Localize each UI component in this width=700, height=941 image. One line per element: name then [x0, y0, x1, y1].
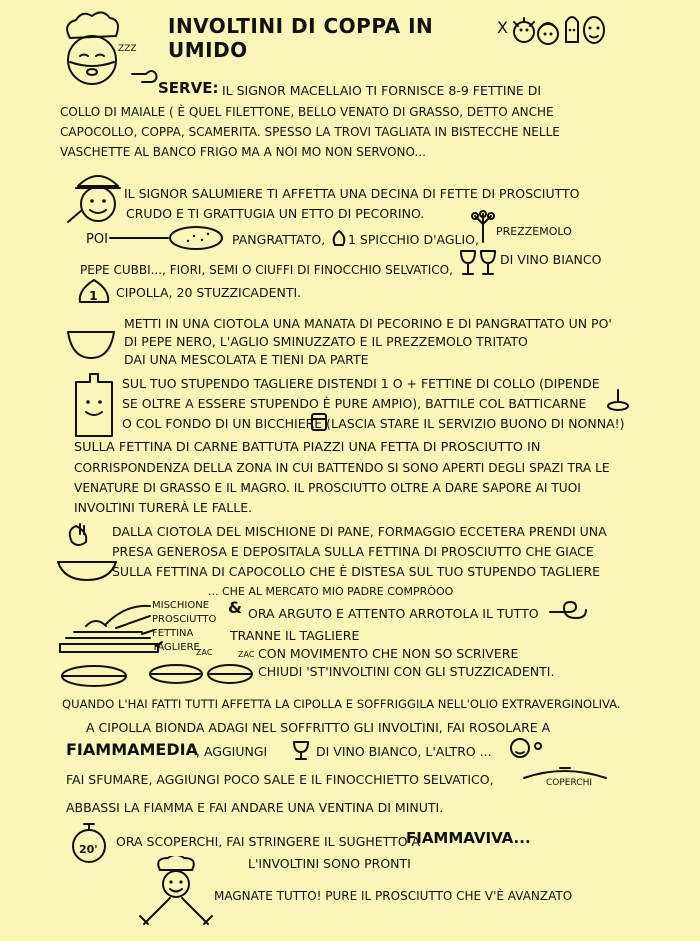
rolled-involtini-icon [58, 656, 258, 692]
diagram-label-mischione: MISCHIONE [152, 600, 210, 611]
spiral-roll-icon [548, 600, 588, 622]
salumiere-line-1: IL SIGNOR SALUMIERE TI AFFETTA UNA DECINA DI FETTE DI PROSCIUTTO [124, 186, 580, 201]
small-wine-glass-icon [290, 738, 312, 762]
pointing-hand-icon [130, 62, 160, 86]
serve-line-3: CAPOCOLLO, COPPA, SCAMERITA. SPESSO LA TROVI TAGLIATA IN BISTECCHE NELLE [60, 125, 560, 139]
coperchi-label: COPERCHI [546, 778, 592, 788]
arrotola-line-1: ORA ARGUTO E ATTENTO ARROTOLA IL TUTTO [248, 606, 539, 621]
fiamma-media: FIAMMAMEDIA [66, 740, 198, 759]
vino-altro-label: DI VINO BIANCO, L'ALTRO ... [316, 744, 492, 759]
sfumare-line: FAI SFUMARE, AGGIUNGI POCO SALE E IL FINOCCHIETTO SELVATICO, [66, 772, 494, 787]
grater-pan-icon [108, 222, 228, 252]
aglio-label: 1 SPICCHIO D'AGLIO, [348, 232, 479, 247]
diagram-label-prosciutto: PROSCIUTTO [152, 614, 217, 625]
arrotola-line-4: CHIUDI 'ST'INVOLTINI CON GLI STUZZICADENTI. [258, 664, 555, 679]
pangrattato-label: PANGRATTATO, [232, 232, 326, 247]
fiamma-viva: FIAMMAVIVA... [406, 829, 531, 847]
poi-label: POI [86, 232, 108, 247]
glass-icon [310, 412, 328, 432]
ciotola-line-2: DI PEPE NERO, L'AGLIO SMINUZZATO E IL PREZZEMOLO TRITATO [124, 334, 528, 349]
timer-num: 20' [79, 843, 98, 856]
arrotola-line-3: CON MOVIMENTO CHE NON SO SCRIVERE [258, 646, 519, 661]
magnate-line: MAGNATE TUTTO! PURE IL PROSCIUTTO CHE V'È AVANZATO [214, 889, 573, 903]
meat-mallet-icon [606, 388, 630, 412]
salumiere-chef-icon [64, 168, 130, 226]
mischione-line-4: ... CHE AL MERCATO MIO PADRE COMPRÒOO [208, 585, 454, 598]
tagliere-line-4: SULLA FETTINA DI CARNE BATTUTA PIAZZI UNA FETTA DI PROSCIUTTO IN [74, 440, 541, 455]
mischione-line-1: DALLA CIOTOLA DEL MISCHIONE DI PANE, FORMAGGIO ECCETERA PRENDI UNA [112, 524, 607, 539]
tagliere-line-7: INVOLTINI TURERÀ LE FALLE. [74, 500, 253, 515]
sleep-zzz: ZZZ [118, 44, 137, 54]
diagram-label-zac-1: ZAC [196, 648, 213, 657]
prezzemolo-label: PREZZEMOLO [496, 225, 572, 238]
tagliere-line-6: VENATURE DI GRASSO E IL MAGRO. IL PROSCIUTTO OLTRE A DARE SAPORE AI TUOI [74, 481, 581, 495]
scoperchi-line: ORA SCOPERCHI, FAI STRINGERE IL SUGHETTO A [116, 834, 421, 849]
tagliere-line-3: O COL FONDO DI UN BICCHIERE (LASCIA STARE IL SERVIZIO BUONO DI NONNA!) [122, 416, 625, 431]
characters-icon [510, 8, 608, 50]
bowl-with-hand-icon [54, 518, 120, 582]
parsley-icon [470, 210, 496, 244]
diagram-label-zac-2: ZAC [238, 650, 255, 659]
drinking-face-icon [506, 736, 546, 760]
abbassa-line: ABBASSI LA FIAMMA E FAI ANDARE UNA VENTINA DI MINUTI. [66, 800, 444, 815]
pepe-line: PEPE CUBBI..., FIORI, SEMI O CIUFFI DI FINOCCHIO SELVATICO, [80, 263, 453, 277]
garlic-icon [330, 229, 348, 247]
arrotola-line-2: TRANNE IL TAGLIERE [230, 628, 360, 643]
cottura-line-2: A CIPOLLA BIONDA ADAGI NEL SOFFRITTO GLI INVOLTINI, FAI ROSOLARE A [86, 720, 551, 735]
bowl-icon [66, 326, 116, 360]
cutting-board-icon [70, 368, 118, 440]
serve-line-1: IL SIGNOR MACELLAIO TI FORNISCE 8-9 FETTINE DI [222, 83, 542, 98]
mischione-line-2: PRESA GENEROSA E DEPOSITALA SULLA FETTINA DI PROSCIUTTO CHE GIACE [112, 544, 594, 559]
wine-glasses-icon [458, 248, 498, 278]
layers-diagram-icon [56, 598, 166, 658]
vino-label: DI VINO BIANCO [500, 252, 602, 267]
pronti-line: L'INVOLTINI SONO PRONTI [248, 856, 411, 871]
tagliere-line-1: SUL TUO STUPENDO TAGLIERE DISTENDI 1 O + FETTINE DI COLLO (DIPENDE [122, 376, 600, 391]
cipolla-num: 1 [89, 288, 98, 303]
serve-label: SERVE: [158, 79, 219, 97]
cottura-line-1: QUANDO L'HAI FATTI TUTTI AFFETTA LA CIPOLLA E SOFFRIGGILA NELL'OLIO EXTRAVERGINOLIVA. [62, 697, 621, 711]
diagram-label-tagliere: TAGLIERE [152, 642, 200, 653]
chef-fork-knife-icon [136, 856, 216, 926]
page-title: INVOLTINI DI COPPA IN UMIDO [168, 14, 434, 62]
salumiere-line-2: CRUDO E TI GRATTUGIA UN ETTO DI PECORINO. [126, 206, 425, 221]
tagliere-line-2: SE OLTRE A ESSERE STUPENDO È PURE AMPIO), BATTILE COL BATTICARNE [122, 396, 587, 411]
serve-line-2: COLLO DI MAIALE ( È QUEL FILETTONE, BELLO VENATO DI GRASSO, DETTO ANCHE [60, 105, 554, 119]
mischione-line-3: SULLA FETTINA DI CAPOCOLLO CHE È DISTESA SUL TUO STUPENDO TAGLIERE [112, 564, 601, 579]
serve-line-4: VASCHETTE AL BANCO FRIGO MA A NOI MO NON SERVONO... [60, 145, 426, 159]
ciotola-line-1: METTI IN UNA CIOTOLA UNA MANATA DI PECORINO E DI PANGRATTATO UN PO' [124, 316, 612, 331]
amp-mark: & [228, 598, 242, 617]
ciotola-line-3: DAI UNA MESCOLATA E TIENI DA PARTE [124, 352, 369, 367]
aggiungi-label: , AGGIUNGI [196, 744, 268, 759]
tagliere-line-5: CORRISPONDENZA DELLA ZONA IN CUI BATTENDO SI SONO APERTI DEGLI SPAZI TRA LE [74, 461, 610, 475]
times-mark: X [497, 18, 508, 37]
diagram-label-fettina: FETTINA [152, 628, 194, 639]
cipolla-line: CIPOLLA, 20 STUZZICADENTI. [116, 285, 302, 300]
